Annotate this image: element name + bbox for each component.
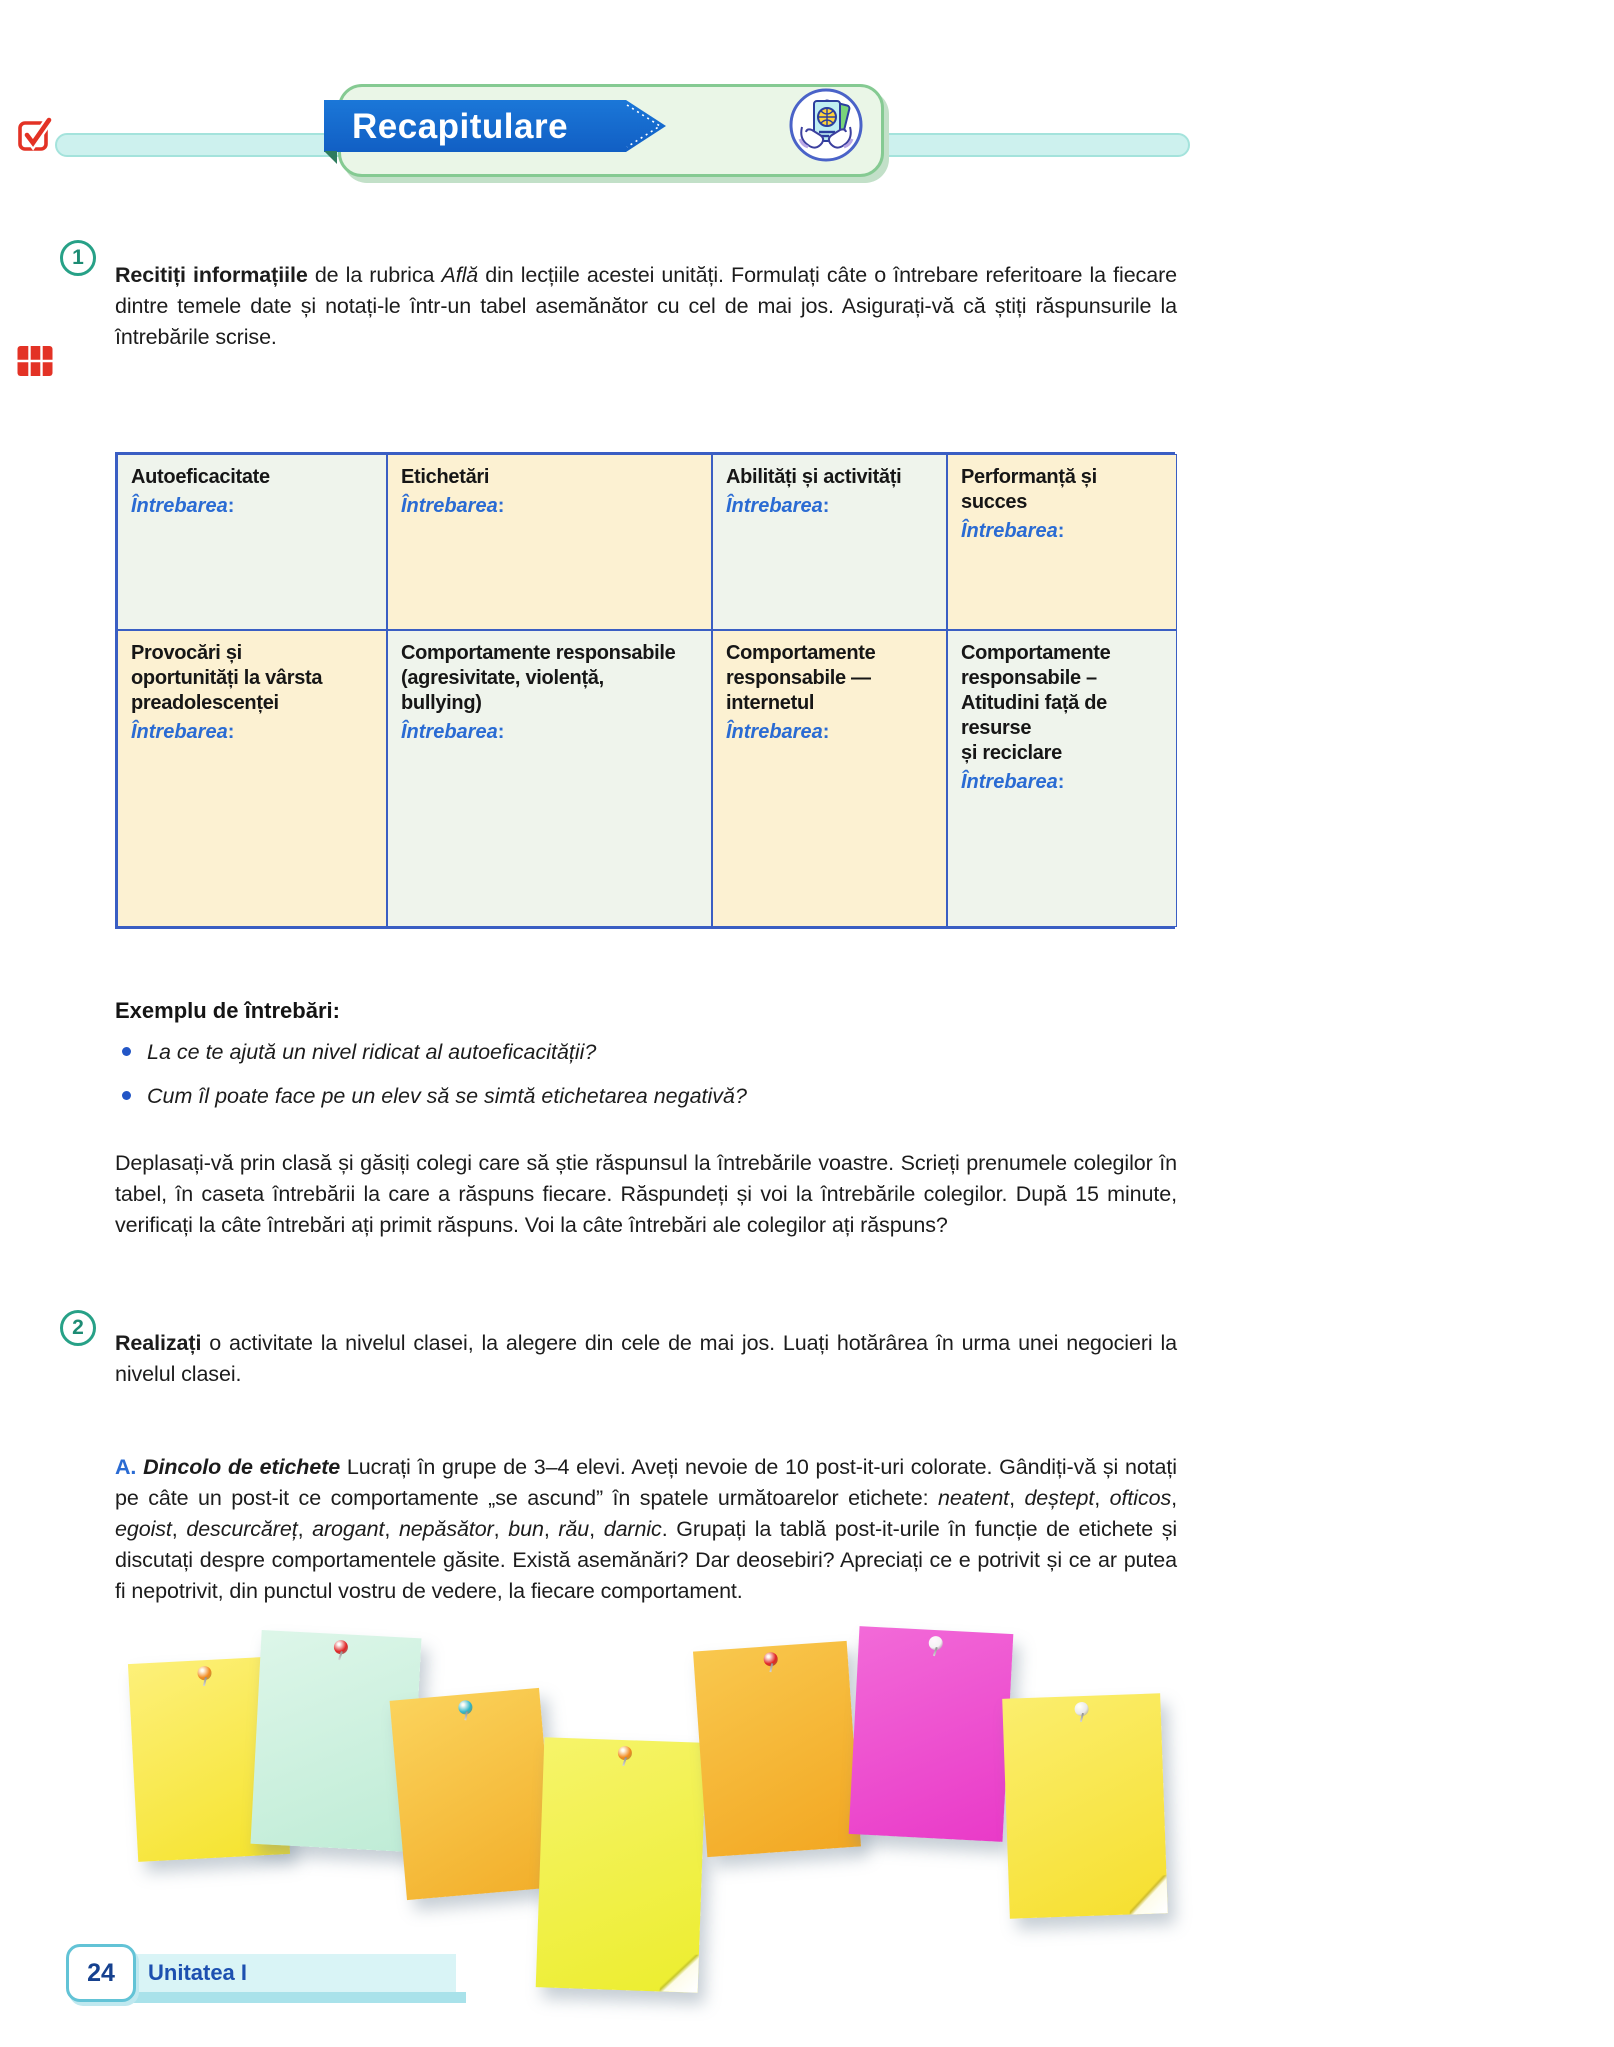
cell-topic: Autoeficacitate bbox=[131, 466, 270, 488]
review-table bbox=[115, 452, 1175, 929]
cell-topic: Provocări și oportunități la vârsta preadolescenței bbox=[131, 642, 323, 714]
checkbox-check-icon bbox=[16, 113, 56, 158]
exercise-2-text: Realizați o activitate la nivelul clasei, la alegere din cele de mai jos. Luați hotărârea în urma unei negocieri la nivelul clasei. bbox=[115, 1330, 1177, 1386]
cell-topic: Comportamente responsabile (agresivitate, violență, bullying) bbox=[401, 642, 676, 714]
cell-question-label: Întrebarea: bbox=[961, 771, 1065, 793]
cell-topic: Abilități și activități bbox=[726, 466, 902, 488]
footer-underline bbox=[120, 1992, 466, 2003]
page-title: Recapitulare bbox=[352, 107, 569, 146]
red-pushpin-icon bbox=[334, 1640, 349, 1655]
table-cell bbox=[712, 454, 947, 630]
cell-topic: Performanță și succes bbox=[961, 466, 1097, 513]
table-grid-icon bbox=[16, 344, 54, 383]
cell-topic: Etichetări bbox=[401, 466, 490, 488]
activity-a-text: A. Dincolo de etichete Lucrați în grupe de 3–4 elevi. Aveți nevoie de 10 post-it-uri colorate. Gândiți-vă și notați pe câte un post-it ce comportamente „se ascund” în spatele următoarelor etichete: neatent, deștept, ofticos, egoist, descurcăreț, arogant, nepăsător, bun, rău, darnic. Grupați la tablă post-it-urile în funcție de etichete și discutați despre comportamentele găsite. Există asemănări? Dar deosebiri? Apreciați ce e potrivit și ce ar putea fi nepotrivit, din punctul vostru de vedere, la fiecare comportament. bbox=[115, 1454, 1178, 1604]
red-pushpin-icon bbox=[763, 1652, 778, 1667]
postit-note bbox=[536, 1737, 707, 1993]
table-cell bbox=[387, 630, 712, 927]
exercise-2-number: 2 bbox=[60, 1310, 96, 1346]
postit-note bbox=[693, 1641, 861, 1857]
cell-topic: Comportamente responsabile – Atitudini față de resurse și reciclare bbox=[961, 642, 1111, 764]
bullet-dot-icon bbox=[122, 1047, 131, 1056]
table-cell bbox=[712, 630, 947, 927]
banner-fold bbox=[324, 151, 337, 164]
examples-heading: Exemplu de întrebări: bbox=[115, 998, 340, 1023]
postit-note bbox=[1002, 1693, 1168, 1918]
cell-question-label: Întrebarea: bbox=[131, 721, 235, 743]
table-cell bbox=[117, 630, 387, 927]
cell-question-label: Întrebarea: bbox=[401, 721, 505, 743]
exercise-1-text: Recitiți informațiile de la rubrica Află din lecțiile acestei unități. Formulați câte o întrebare referitoare la fiecare dintre temele date și notați-le într-un tabel asemănător cu cel de mai jos. Asigurați-vă că știți răspunsurile la întrebările scrise. bbox=[115, 262, 1177, 349]
white-pushpin-icon bbox=[928, 1636, 943, 1651]
silver-pushpin-icon bbox=[1074, 1702, 1088, 1716]
table-cell bbox=[387, 454, 712, 630]
cell-question-label: Întrebarea: bbox=[726, 495, 830, 517]
postit-note bbox=[390, 1688, 557, 1900]
bullet-dot-icon bbox=[122, 1091, 131, 1100]
cell-question-label: Întrebarea: bbox=[401, 495, 505, 517]
orange-pushpin-icon bbox=[197, 1666, 212, 1681]
blue-pushpin-icon bbox=[458, 1700, 473, 1715]
postit-note bbox=[849, 1626, 1014, 1842]
hands-holding-globe-card-icon bbox=[788, 87, 864, 163]
cell-question-label: Întrebarea: bbox=[961, 520, 1065, 542]
table-cell bbox=[947, 630, 1177, 927]
example-question: Cum îl poate face pe un elev să se simtă etichetarea negativă? bbox=[122, 1084, 1122, 1109]
cell-topic: Comportamente responsabile — internetul bbox=[726, 642, 876, 714]
page-number: 24 bbox=[66, 1944, 136, 2002]
cell-question-label: Întrebarea: bbox=[131, 495, 235, 517]
orange-pushpin-icon bbox=[618, 1746, 632, 1760]
example-question: La ce te ajută un nivel ridicat al autoeficacității? bbox=[122, 1040, 1122, 1065]
unit-label: Unitatea I bbox=[148, 1960, 248, 1985]
table-cell bbox=[947, 454, 1177, 630]
cell-question-label: Întrebarea: bbox=[726, 721, 830, 743]
exercise-1-number: 1 bbox=[60, 240, 96, 276]
mingle-paragraph: Deplasați-vă prin clasă și găsiți colegi care să știe răspunsul la întrebările voastre. Scrieți prenumele colegilor în tabel, în caseta întrebării la care a răspuns fiecare. Răspundeți și voi la întrebările colegilor. După 15 minute, verificați la câte întrebări ați primit răspuns. Voi la câte întrebări ale colegilor ați răspuns? bbox=[115, 1150, 1177, 1237]
table-cell bbox=[117, 454, 387, 630]
